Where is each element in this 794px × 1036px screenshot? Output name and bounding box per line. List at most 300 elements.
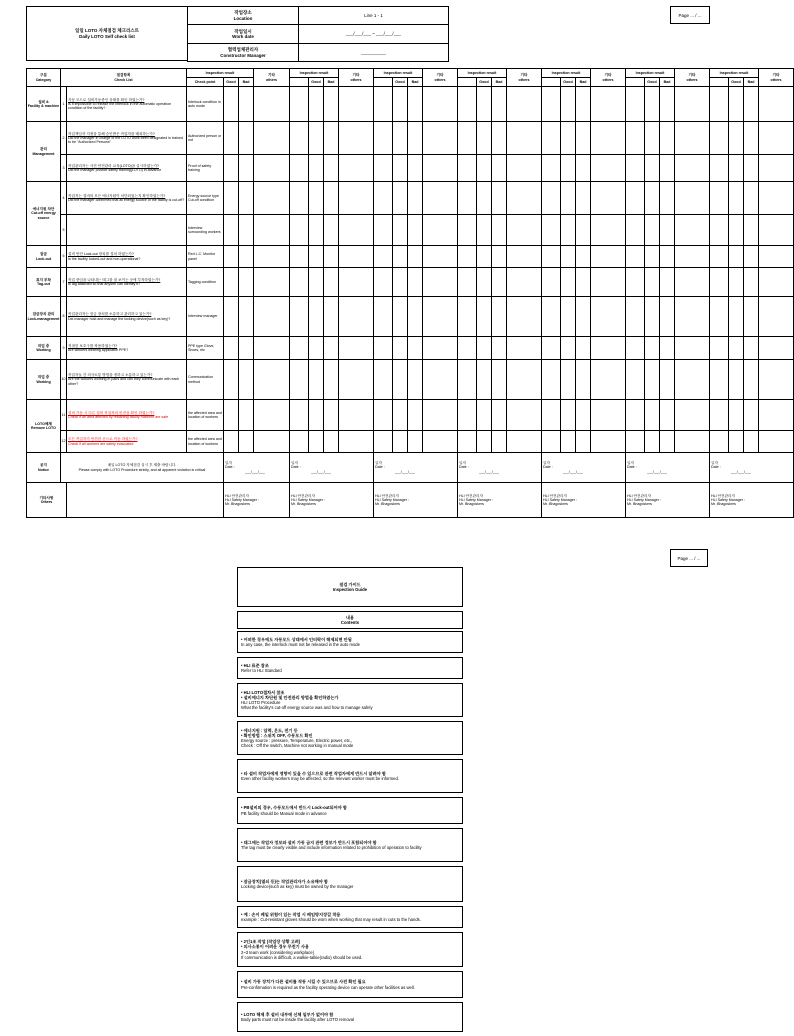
others-cell[interactable] — [759, 215, 794, 246]
good-cell[interactable] — [309, 122, 324, 155]
check-point-cell[interactable] — [290, 268, 309, 297]
check-point-cell[interactable] — [458, 155, 477, 182]
work-date-value[interactable]: ___/___/___ ~ ___/___/___ — [299, 25, 449, 44]
others-cell[interactable] — [591, 155, 626, 182]
bad-cell[interactable] — [660, 215, 675, 246]
check-point-cell[interactable] — [458, 360, 477, 400]
others-cell[interactable] — [675, 246, 710, 268]
good-cell[interactable] — [309, 337, 324, 360]
bad-cell[interactable] — [576, 246, 591, 268]
check-point-cell[interactable] — [458, 337, 477, 360]
check-point-cell[interactable] — [374, 431, 393, 453]
good-cell[interactable] — [309, 431, 324, 453]
others-cell[interactable] — [591, 246, 626, 268]
others-cell[interactable] — [759, 360, 794, 400]
bad-cell[interactable] — [408, 400, 423, 431]
good-cell[interactable] — [561, 360, 576, 400]
bad-cell[interactable] — [660, 87, 675, 122]
others-cell[interactable] — [675, 268, 710, 297]
good-cell[interactable] — [729, 431, 744, 453]
good-cell[interactable] — [477, 246, 492, 268]
bad-cell[interactable] — [239, 246, 254, 268]
check-point-cell[interactable] — [542, 122, 561, 155]
bad-cell[interactable] — [576, 431, 591, 453]
good-cell[interactable] — [224, 268, 239, 297]
bad-cell[interactable] — [239, 360, 254, 400]
others-cell[interactable] — [591, 122, 626, 155]
good-cell[interactable] — [224, 215, 239, 246]
bad-cell[interactable] — [492, 246, 507, 268]
location-value[interactable]: Line 1 - 1 — [299, 7, 449, 25]
others-cell[interactable] — [591, 337, 626, 360]
check-point-cell[interactable] — [374, 122, 393, 155]
check-point-cell[interactable] — [374, 215, 393, 246]
bad-cell[interactable] — [576, 155, 591, 182]
check-point-cell[interactable] — [458, 246, 477, 268]
others-cell[interactable] — [254, 122, 290, 155]
check-point-cell[interactable] — [542, 246, 561, 268]
others-cell[interactable] — [254, 400, 290, 431]
check-point-cell[interactable] — [626, 87, 645, 122]
bad-cell[interactable] — [744, 268, 759, 297]
good-cell[interactable] — [561, 182, 576, 215]
bad-cell[interactable] — [660, 182, 675, 215]
others-cell[interactable] — [423, 122, 458, 155]
others-cell[interactable] — [339, 155, 374, 182]
check-point-cell[interactable] — [626, 182, 645, 215]
bad-cell[interactable] — [324, 246, 339, 268]
others-cell[interactable] — [759, 155, 794, 182]
others-cell[interactable] — [339, 431, 374, 453]
others-cell[interactable] — [507, 215, 542, 246]
bad-cell[interactable] — [324, 431, 339, 453]
good-cell[interactable] — [477, 337, 492, 360]
others-cell[interactable] — [759, 268, 794, 297]
others-cell[interactable] — [675, 182, 710, 215]
others-cell[interactable] — [507, 155, 542, 182]
bad-cell[interactable] — [576, 182, 591, 215]
check-point-cell[interactable] — [290, 400, 309, 431]
bad-cell[interactable] — [660, 122, 675, 155]
check-point-cell[interactable] — [374, 297, 393, 337]
bad-cell[interactable] — [744, 87, 759, 122]
check-point-cell[interactable] — [710, 268, 729, 297]
good-cell[interactable] — [477, 87, 492, 122]
bad-cell[interactable] — [324, 155, 339, 182]
good-cell[interactable] — [309, 215, 324, 246]
check-point-cell[interactable] — [626, 268, 645, 297]
check-point-cell[interactable] — [374, 246, 393, 268]
bad-cell[interactable] — [744, 431, 759, 453]
bad-cell[interactable] — [660, 400, 675, 431]
good-cell[interactable] — [645, 297, 660, 337]
others-cell[interactable] — [339, 246, 374, 268]
others-cell[interactable] — [675, 87, 710, 122]
bad-cell[interactable] — [239, 215, 254, 246]
others-cell[interactable] — [507, 297, 542, 337]
others-cell[interactable] — [759, 297, 794, 337]
check-point-cell[interactable] — [542, 268, 561, 297]
check-point-cell[interactable] — [542, 215, 561, 246]
check-point-cell[interactable] — [626, 297, 645, 337]
good-cell[interactable] — [561, 431, 576, 453]
others-cell[interactable] — [423, 246, 458, 268]
check-point-cell[interactable] — [710, 122, 729, 155]
bad-cell[interactable] — [660, 155, 675, 182]
check-point-cell[interactable] — [458, 431, 477, 453]
bad-cell[interactable] — [744, 155, 759, 182]
good-cell[interactable] — [561, 337, 576, 360]
good-cell[interactable] — [309, 297, 324, 337]
signature-cell[interactable] — [224, 483, 290, 518]
others-cell[interactable] — [339, 268, 374, 297]
others-cell[interactable] — [339, 337, 374, 360]
others-cell[interactable] — [254, 360, 290, 400]
good-cell[interactable] — [729, 268, 744, 297]
others-cell[interactable] — [254, 268, 290, 297]
good-cell[interactable] — [309, 400, 324, 431]
check-point-cell[interactable] — [710, 155, 729, 182]
others-cell[interactable] — [339, 87, 374, 122]
check-point-cell[interactable] — [374, 337, 393, 360]
bad-cell[interactable] — [660, 337, 675, 360]
date-cell[interactable] — [542, 453, 626, 483]
bad-cell[interactable] — [660, 360, 675, 400]
check-point-cell[interactable] — [458, 400, 477, 431]
good-cell[interactable] — [561, 268, 576, 297]
others-cell[interactable] — [339, 122, 374, 155]
check-point-cell[interactable] — [542, 431, 561, 453]
check-point-cell[interactable] — [710, 400, 729, 431]
check-point-cell[interactable] — [710, 360, 729, 400]
bad-cell[interactable] — [239, 297, 254, 337]
bad-cell[interactable] — [744, 246, 759, 268]
bad-cell[interactable] — [324, 268, 339, 297]
others-cell[interactable] — [507, 122, 542, 155]
good-cell[interactable] — [477, 431, 492, 453]
others-cell[interactable] — [254, 337, 290, 360]
good-cell[interactable] — [729, 122, 744, 155]
signature-cell[interactable] — [710, 483, 794, 518]
check-point-cell[interactable] — [710, 182, 729, 215]
bad-cell[interactable] — [492, 431, 507, 453]
bad-cell[interactable] — [744, 215, 759, 246]
others-cell[interactable] — [254, 155, 290, 182]
good-cell[interactable] — [393, 122, 408, 155]
bad-cell[interactable] — [408, 155, 423, 182]
others-cell[interactable] — [507, 182, 542, 215]
check-point-cell[interactable] — [458, 87, 477, 122]
good-cell[interactable] — [729, 400, 744, 431]
bad-cell[interactable] — [660, 431, 675, 453]
check-point-cell[interactable] — [542, 155, 561, 182]
good-cell[interactable] — [645, 400, 660, 431]
good-cell[interactable] — [393, 215, 408, 246]
good-cell[interactable] — [729, 337, 744, 360]
check-point-cell[interactable] — [290, 431, 309, 453]
others-cell[interactable] — [254, 246, 290, 268]
others-cell[interactable] — [423, 87, 458, 122]
bad-cell[interactable] — [492, 122, 507, 155]
others-cell[interactable] — [507, 87, 542, 122]
good-cell[interactable] — [393, 337, 408, 360]
bad-cell[interactable] — [660, 297, 675, 337]
check-point-cell[interactable] — [290, 122, 309, 155]
signature-cell[interactable] — [626, 483, 710, 518]
good-cell[interactable] — [561, 297, 576, 337]
good-cell[interactable] — [393, 87, 408, 122]
others-cell[interactable] — [759, 431, 794, 453]
others-cell[interactable] — [507, 246, 542, 268]
check-point-cell[interactable] — [458, 122, 477, 155]
good-cell[interactable] — [309, 87, 324, 122]
good-cell[interactable] — [224, 155, 239, 182]
good-cell[interactable] — [224, 337, 239, 360]
bad-cell[interactable] — [744, 337, 759, 360]
check-point-cell[interactable] — [626, 215, 645, 246]
good-cell[interactable] — [729, 360, 744, 400]
bad-cell[interactable] — [492, 337, 507, 360]
check-point-cell[interactable] — [458, 268, 477, 297]
bad-cell[interactable] — [492, 268, 507, 297]
good-cell[interactable] — [393, 246, 408, 268]
check-point-cell[interactable] — [710, 297, 729, 337]
others-cell[interactable] — [591, 87, 626, 122]
good-cell[interactable] — [393, 360, 408, 400]
good-cell[interactable] — [224, 87, 239, 122]
others-cell[interactable] — [591, 297, 626, 337]
others-cell[interactable] — [507, 268, 542, 297]
good-cell[interactable] — [645, 431, 660, 453]
others-cell[interactable] — [423, 297, 458, 337]
bad-cell[interactable] — [744, 360, 759, 400]
good-cell[interactable] — [393, 182, 408, 215]
bad-cell[interactable] — [239, 268, 254, 297]
check-point-cell[interactable] — [710, 337, 729, 360]
check-point-cell[interactable] — [542, 400, 561, 431]
bad-cell[interactable] — [408, 268, 423, 297]
good-cell[interactable] — [729, 215, 744, 246]
bad-cell[interactable] — [744, 182, 759, 215]
bad-cell[interactable] — [492, 182, 507, 215]
bad-cell[interactable] — [324, 87, 339, 122]
good-cell[interactable] — [224, 297, 239, 337]
others-cell[interactable] — [759, 182, 794, 215]
good-cell[interactable] — [561, 246, 576, 268]
bad-cell[interactable] — [492, 360, 507, 400]
others-cell[interactable] — [423, 360, 458, 400]
others-cell[interactable] — [591, 360, 626, 400]
good-cell[interactable] — [477, 360, 492, 400]
good-cell[interactable] — [645, 122, 660, 155]
good-cell[interactable] — [224, 400, 239, 431]
good-cell[interactable] — [729, 155, 744, 182]
good-cell[interactable] — [309, 182, 324, 215]
good-cell[interactable] — [309, 268, 324, 297]
good-cell[interactable] — [309, 360, 324, 400]
check-point-cell[interactable] — [542, 337, 561, 360]
good-cell[interactable] — [309, 155, 324, 182]
bad-cell[interactable] — [576, 215, 591, 246]
others-cell[interactable] — [339, 360, 374, 400]
check-point-cell[interactable] — [290, 215, 309, 246]
others-cell[interactable] — [759, 87, 794, 122]
others-cell[interactable] — [423, 215, 458, 246]
good-cell[interactable] — [393, 431, 408, 453]
others-cell[interactable] — [423, 182, 458, 215]
others-cell[interactable] — [507, 400, 542, 431]
bad-cell[interactable] — [492, 155, 507, 182]
others-cell[interactable] — [339, 182, 374, 215]
bad-cell[interactable] — [239, 337, 254, 360]
bad-cell[interactable] — [324, 297, 339, 337]
good-cell[interactable] — [729, 297, 744, 337]
signature-cell[interactable] — [542, 483, 626, 518]
constructor-manager-value[interactable]: __________ — [299, 44, 449, 62]
check-point-cell[interactable] — [374, 155, 393, 182]
check-point-cell[interactable] — [626, 400, 645, 431]
bad-cell[interactable] — [408, 337, 423, 360]
bad-cell[interactable] — [660, 246, 675, 268]
others-cell[interactable] — [675, 215, 710, 246]
others-cell[interactable] — [675, 400, 710, 431]
check-point-cell[interactable] — [626, 122, 645, 155]
bad-cell[interactable] — [324, 182, 339, 215]
others-cell[interactable] — [254, 431, 290, 453]
good-cell[interactable] — [477, 400, 492, 431]
bad-cell[interactable] — [239, 400, 254, 431]
check-point-cell[interactable] — [542, 182, 561, 215]
others-cell[interactable] — [423, 431, 458, 453]
good-cell[interactable] — [645, 155, 660, 182]
check-point-cell[interactable] — [458, 297, 477, 337]
others-cell[interactable] — [675, 360, 710, 400]
good-cell[interactable] — [729, 87, 744, 122]
check-point-cell[interactable] — [374, 182, 393, 215]
good-cell[interactable] — [393, 268, 408, 297]
good-cell[interactable] — [729, 182, 744, 215]
good-cell[interactable] — [645, 268, 660, 297]
bad-cell[interactable] — [408, 297, 423, 337]
good-cell[interactable] — [224, 431, 239, 453]
bad-cell[interactable] — [408, 182, 423, 215]
bad-cell[interactable] — [239, 182, 254, 215]
good-cell[interactable] — [393, 155, 408, 182]
others-cell[interactable] — [507, 360, 542, 400]
check-point-cell[interactable] — [626, 431, 645, 453]
others-cell[interactable] — [423, 268, 458, 297]
bad-cell[interactable] — [408, 431, 423, 453]
bad-cell[interactable] — [324, 122, 339, 155]
bad-cell[interactable] — [239, 122, 254, 155]
good-cell[interactable] — [224, 122, 239, 155]
check-point-cell[interactable] — [710, 215, 729, 246]
others-cell[interactable] — [507, 431, 542, 453]
check-point-cell[interactable] — [290, 360, 309, 400]
good-cell[interactable] — [645, 246, 660, 268]
bad-cell[interactable] — [744, 122, 759, 155]
good-cell[interactable] — [224, 182, 239, 215]
others-cell[interactable] — [254, 87, 290, 122]
good-cell[interactable] — [477, 268, 492, 297]
good-cell[interactable] — [645, 87, 660, 122]
bad-cell[interactable] — [408, 87, 423, 122]
bad-cell[interactable] — [576, 360, 591, 400]
others-cell[interactable] — [254, 182, 290, 215]
others-cell[interactable] — [759, 246, 794, 268]
check-point-cell[interactable] — [374, 87, 393, 122]
check-point-cell[interactable] — [290, 182, 309, 215]
bad-cell[interactable] — [324, 360, 339, 400]
others-cell[interactable] — [591, 182, 626, 215]
bad-cell[interactable] — [239, 431, 254, 453]
check-point-cell[interactable] — [626, 246, 645, 268]
check-point-cell[interactable] — [710, 87, 729, 122]
others-cell[interactable] — [675, 122, 710, 155]
others-cell[interactable] — [339, 215, 374, 246]
check-point-cell[interactable] — [458, 215, 477, 246]
check-point-cell[interactable] — [626, 337, 645, 360]
good-cell[interactable] — [561, 155, 576, 182]
bad-cell[interactable] — [576, 268, 591, 297]
bad-cell[interactable] — [576, 87, 591, 122]
signature-cell[interactable] — [458, 483, 542, 518]
check-point-cell[interactable] — [626, 155, 645, 182]
bad-cell[interactable] — [492, 215, 507, 246]
good-cell[interactable] — [224, 360, 239, 400]
good-cell[interactable] — [645, 215, 660, 246]
good-cell[interactable] — [645, 360, 660, 400]
good-cell[interactable] — [645, 337, 660, 360]
bad-cell[interactable] — [576, 400, 591, 431]
bad-cell[interactable] — [239, 155, 254, 182]
good-cell[interactable] — [477, 122, 492, 155]
bad-cell[interactable] — [576, 122, 591, 155]
others-cell[interactable] — [339, 297, 374, 337]
bad-cell[interactable] — [408, 122, 423, 155]
good-cell[interactable] — [393, 297, 408, 337]
check-point-cell[interactable] — [710, 431, 729, 453]
check-point-cell[interactable] — [542, 87, 561, 122]
check-point-cell[interactable] — [626, 360, 645, 400]
others-cell[interactable] — [423, 155, 458, 182]
signature-cell[interactable] — [374, 483, 458, 518]
good-cell[interactable] — [477, 155, 492, 182]
check-point-cell[interactable] — [290, 246, 309, 268]
bad-cell[interactable] — [408, 215, 423, 246]
others-cell[interactable] — [591, 215, 626, 246]
others-cell[interactable] — [591, 400, 626, 431]
check-point-cell[interactable] — [374, 268, 393, 297]
others-cell[interactable] — [675, 155, 710, 182]
bad-cell[interactable] — [492, 87, 507, 122]
bad-cell[interactable] — [660, 268, 675, 297]
others-cell[interactable] — [675, 297, 710, 337]
others-cell[interactable] — [759, 122, 794, 155]
bad-cell[interactable] — [324, 215, 339, 246]
check-point-cell[interactable] — [290, 155, 309, 182]
good-cell[interactable] — [561, 122, 576, 155]
good-cell[interactable] — [477, 215, 492, 246]
bad-cell[interactable] — [239, 87, 254, 122]
bad-cell[interactable] — [492, 400, 507, 431]
check-point-cell[interactable] — [290, 297, 309, 337]
others-cell[interactable] — [423, 400, 458, 431]
check-point-cell[interactable] — [542, 297, 561, 337]
date-cell[interactable] — [224, 453, 290, 483]
others-cell[interactable] — [254, 297, 290, 337]
date-cell[interactable] — [374, 453, 458, 483]
